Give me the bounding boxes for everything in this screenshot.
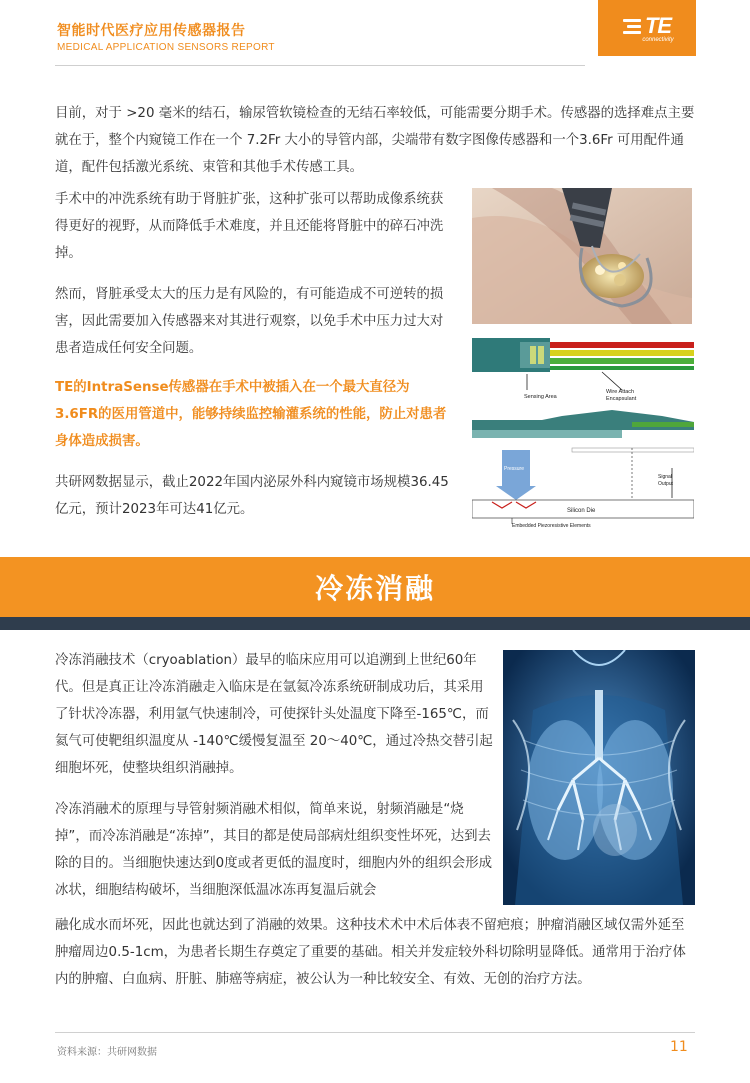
paragraph-pressure-risk: 然而，肾脏承受太大的压力是有风险的，有可能造成不可逆转的损害，因此需要加入传感器来对其进行观察，以免手术中压力过大对患者造成任何安全问题。 xyxy=(55,287,444,356)
sensing-area-label: Sensing Area xyxy=(524,394,557,400)
logo-text: TE xyxy=(644,13,672,38)
pressure-label: Pressure xyxy=(504,466,525,472)
footer-divider xyxy=(55,1032,695,1033)
lung-anatomy-image xyxy=(503,650,695,905)
elements-label: Embedded Piezoresistive Elements xyxy=(512,523,591,528)
paragraph-cryoablation-principle: 冷冻消融术的原理与导管射频消融术相似，简单来说，射频消融是“烧掉”，而冷冻消融是“冻掉”，其目的都是使局部病灶组织变性坏死，达到去除的目的。当细胞快速达到0度或者更低的温度时，细胞内外的组织会形成冰状，细胞结构破坏，当细胞深低温冰冻再复温后就会 xyxy=(55,802,493,898)
svg-text:Output: Output xyxy=(658,481,674,487)
silicon-die-label: Silicon Die xyxy=(567,508,596,514)
paragraph-irrigation: 手术中的冲洗系统有助于肾脏扩张，这种扩张可以帮助成像系统获得更好的视野，从而降低手术难度，并且还能将肾脏中的碎石冲洗掉。 xyxy=(55,192,444,261)
paragraph-cryoablation-effect: 融化成水而坏死，因此也就达到了消融的效果。这种技术术中术后体表不留疤痕；肿瘤消融区域仅需外延至肿瘤周边0.5-1cm，为患者长期生存奠定了重要的基础。相关并发症较外科切除明显降低。通常用于治疗体内的肿瘤、白血病、肝脏、肺癌等病症，被公认为一种比较安全、有效、无创的治疗方法。 xyxy=(55,918,686,987)
report-title: 智能时代医疗应用传感器报告 xyxy=(57,23,246,39)
page-number: 11 xyxy=(670,1039,688,1055)
svg-text:Signal: Signal xyxy=(658,474,672,480)
banner-dark-strip xyxy=(0,617,750,630)
paragraph-ureteroscopy: 目前，对于 >20 毫米的结石，输尿管软镜检查的无结石率较低，可能需要分期手术。传感器的选择难点主要就在于，整个内窥镜工作在一个 7.2Fr 大小的导管内部，尖端带有数字图像传感器和一个3.6Fr 可用配件通道，配件包括激光系统、束管和其他手术传感工具。 xyxy=(55,106,695,175)
section-banner-title: 冷冻消融 xyxy=(314,572,435,605)
intrasense-sensor-diagram xyxy=(472,338,694,528)
logo-bars-icon xyxy=(623,19,641,34)
paragraph-market-data: 共研网数据显示，截止2022年国内泌尿外科内窥镜市场规模36.45亿元，预计2023年可达41亿元。 xyxy=(55,475,449,517)
svg-text:Encapsulant: Encapsulant xyxy=(606,396,637,402)
svg-text:Wire Attach: Wire Attach xyxy=(606,389,635,395)
header-divider xyxy=(55,65,585,66)
report-subtitle: MEDICAL APPLICATION SENSORS REPORT xyxy=(57,42,275,53)
source-note: 资料来源：共研网数据 xyxy=(57,1047,157,1058)
paragraph-cryoablation-history: 冷冻消融技术（cryoablation）最早的临床应用可以追溯到上世纪60年代。但是真正让冷冻消融走入临床是在氩氦冷冻系统研制成功后，其采用了针状冷冻器，利用氩气快速制冷，可使探针头处温度下降至-165℃，而氦气可使靶组织温度从 -140℃缓慢复温至 20～40℃，通过冷热交替引起细胞坏死，使整块组织消融掉。 xyxy=(55,653,493,776)
section-banner xyxy=(0,557,750,617)
paragraph-intrasense-highlight: TE的IntraSense传感器在手术中被插入在一个最大直径为3.6FR的医用管道中，能够持续监控输灌系统的性能，防止对患者身体造成损害。 xyxy=(55,380,447,449)
logo-tagline: connectivity xyxy=(642,37,674,43)
endoscope-kidney-stone-image xyxy=(472,188,692,324)
te-logo xyxy=(598,0,696,56)
